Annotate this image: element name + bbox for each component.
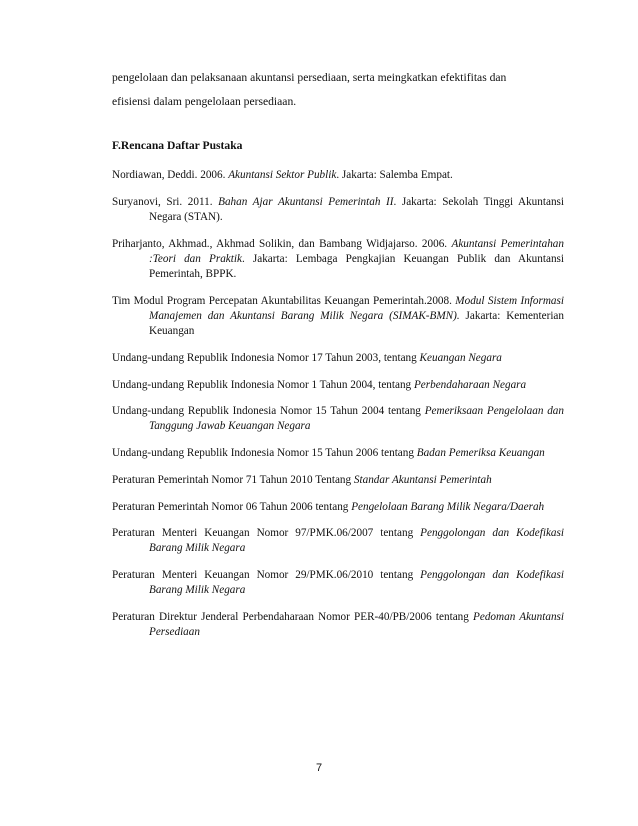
reference-list: [112, 168, 564, 652]
reference-entry: [112, 500, 564, 515]
reference-title: Akuntansi Sektor Publik: [228, 169, 337, 181]
reference-entry: [112, 294, 564, 340]
reference-entry: [112, 237, 564, 283]
reference-title: Perbendaharaan Negara: [413, 378, 527, 391]
reference-title: Penggolongan dan Kodefikasi Barang Milik Negara: [149, 527, 564, 555]
reference-entry: [112, 378, 564, 393]
reference-entry: [112, 526, 564, 556]
reference-text: Peraturan Menteri Keuangan Nomor 29/PMK.06/2010 tentang: [112, 569, 421, 582]
reference-publisher: Jakarta: Kementerian Keuangan: [149, 309, 564, 338]
reference-text: Nordiawan, Deddi. 2006.: [112, 169, 229, 181]
reference-publisher: . Jakarta: Salemba Empat.: [336, 169, 453, 181]
reference-publisher: . Jakarta: Lembaga Pengkajian Keuangan Publik dan Akuntansi Pemerintah, BPPK.: [149, 252, 564, 281]
intro-paragraph-line-2: efisiensi dalam pengelolaan persediaan.: [112, 95, 297, 108]
intro-paragraph-line-1: pengelolaan dan pelaksanaan akuntansi persediaan, serta meingkatkan efektifitas dan: [112, 71, 507, 84]
reference-text: Undang-undang Republik Indonesia Nomor 15 Tahun 2004 tentang: [112, 405, 425, 418]
reference-text: Priharjanto, Akhmad., Akhmad Solikin, dan Bambang Widjajarso. 2006.: [112, 237, 452, 250]
reference-text: Peraturan Pemerintah Nomor 71 Tahun 2010 Tentang: [112, 473, 354, 486]
reference-text: Peraturan Direktur Jenderal Perbendaharaan Nomor PER-40/PB/2006 tentang: [112, 611, 474, 624]
reference-title: Modul Sistem Informasi Manajemen dan Akuntansi Barang Milik Negara (SIMAK-BMN).: [149, 294, 564, 322]
section-heading: F.Rencana Daftar Pustaka: [112, 139, 243, 152]
reference-entry: [112, 568, 564, 598]
reference-title: Penggolongan dan Kodefikasi Barang Milik Negara: [149, 569, 564, 597]
reference-title: Bahan Ajar Akuntansi Pemerintah II: [218, 195, 394, 208]
reference-entry: [112, 610, 564, 640]
reference-entry: [112, 446, 564, 461]
page-number: 7: [315, 762, 323, 774]
reference-text: Suryanovi, Sri. 2011.: [112, 195, 219, 208]
reference-text: Tim Modul Program Percepatan Akuntabilitas Keuangan Pemerintah.2008.: [112, 294, 456, 307]
reference-title: Pedoman Akuntansi Persediaan: [149, 611, 565, 639]
reference-entry: [112, 473, 564, 488]
reference-entry: [112, 404, 564, 434]
reference-text: Peraturan Menteri Keuangan Nomor 97/PMK.06/2007 tentang: [112, 527, 421, 540]
reference-title: Pengelolaan Barang Milik Negara/Daerah: [351, 500, 545, 513]
reference-text: Undang-undang Republik Indonesia Nomor 1 Tahun 2004, tentang: [112, 378, 414, 391]
reference-text: Undang-undang Republik Indonesia Nomor 17 Tahun 2003, tentang: [112, 351, 420, 364]
reference-title: Pemeriksaan Pengelolaan dan Tanggung Jawab Keuangan Negara: [149, 405, 564, 433]
reference-entry: [112, 195, 564, 225]
reference-text: Peraturan Pemerintah Nomor 06 Tahun 2006 tentang: [112, 500, 352, 513]
reference-text: Undang-undang Republik Indonesia Nomor 15 Tahun 2006 tentang: [112, 447, 417, 460]
reference-title: Keuangan Negara: [419, 351, 502, 364]
reference-entry: [112, 168, 564, 183]
reference-entry: [112, 351, 564, 366]
reference-title: Akuntansi Pemerintahan :Teori dan Praktik: [149, 237, 564, 265]
reference-publisher: . Jakarta: Sekolah Tinggi Akuntansi Negara (STAN).: [149, 195, 564, 223]
reference-title: Badan Pemeriksa Keuangan: [416, 447, 545, 460]
reference-title: Standar Akuntansi Pemerintah: [353, 473, 492, 486]
